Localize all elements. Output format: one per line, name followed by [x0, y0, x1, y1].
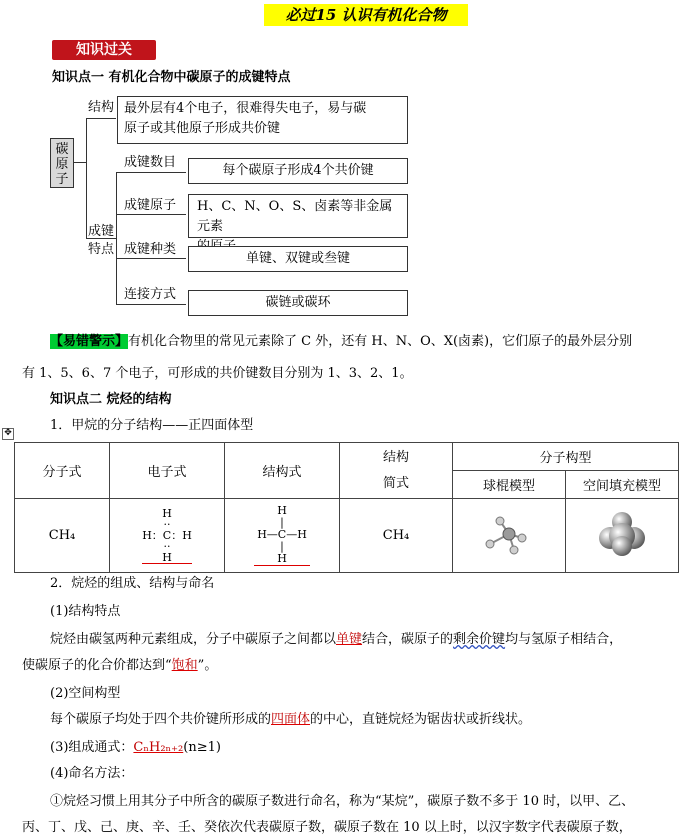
p3-line [50, 738, 221, 758]
structure-label: 结构 [88, 100, 115, 115]
struct-top: H [277, 504, 287, 517]
p2-tetrahedron: 四面体 [271, 712, 311, 727]
p1-line2-c: ”。 [197, 658, 218, 673]
th-electron: 电子式 [110, 443, 225, 499]
methane-table [14, 442, 679, 573]
structure-text-1: 最外层有4个电子，很难得失电子，易与碳 [124, 101, 367, 116]
p1-single-bond: 单键 [336, 632, 363, 647]
warning-line-1 [50, 332, 632, 352]
bond-atoms-label: 成键原子 [124, 198, 177, 213]
p2-a: 每个碳原子均处于四个共价键所形成的 [50, 712, 272, 727]
th-simple [340, 443, 453, 499]
p2-title: (2)空间构型 [50, 686, 121, 701]
electron-bottom: H [142, 552, 192, 564]
connection-label: 连接方式 [124, 287, 177, 302]
bond-type-box: 单键、双键或叁键 [188, 246, 408, 272]
p1-line2-a: 使碳原子的化合价都达到“ [22, 658, 172, 673]
p5-line1: ①烷烃习惯上用其分子中所含的碳原子数进行命名，称为“某烷”，碳原子数不多于 10 时，以甲、乙、 [50, 794, 635, 809]
table-move-handle-icon[interactable]: ✥ [2, 428, 14, 440]
ball-stick-model-image [484, 512, 534, 556]
carbon-atom-label: 碳原子 [50, 138, 74, 188]
warning-line-2: 有 1、5、6、7 个电子，可形成的共价键数目分别为 1、3、2、1。 [22, 366, 413, 381]
bond-count-label: 成键数目 [124, 155, 177, 170]
feature-label-2: 特点 [88, 242, 115, 257]
structure-text-2: 原子或其他原子形成共价键 [124, 121, 281, 136]
cell-formula: CH₄ [15, 499, 110, 573]
page-title: 必过15 认识有机化合物 [264, 4, 468, 26]
electron-dots-1: ·· [163, 517, 171, 531]
bond-count-box: 每个碳原子形成4个共价键 [188, 158, 408, 184]
struct-bond-up: | [280, 516, 284, 529]
struct-mid: H—C—H [257, 528, 307, 541]
p1-remaining-valence: 剩余价键 [453, 632, 506, 647]
bond-type-label: 成键种类 [124, 242, 177, 257]
warning-tag: 【易错警示】 [50, 334, 129, 349]
cell-electron [110, 499, 225, 573]
cell-simple: CH₄ [340, 499, 453, 573]
electron-dots-2: ·· [163, 539, 171, 553]
struct-bond-down: | [280, 540, 284, 553]
bond-atoms-text-1: H、C、N、O、S、卤素等非金属元素 [197, 199, 393, 234]
th-simple-1: 结构 [382, 449, 409, 465]
cell-structural [225, 499, 340, 573]
space-filling-model-image [596, 510, 648, 558]
p1-line2 [22, 656, 217, 676]
struct-bottom: H [254, 553, 310, 566]
p3-a: (3)组成通式： [50, 740, 134, 755]
th-ball: 球棍模型 [453, 471, 566, 499]
p1-e: 均与氢原子相结合， [505, 632, 623, 647]
p5-line2: 丙、丁、戊、己、庚、辛、壬、癸依次代表碳原子数，碳原子数在 10 以上时，以汉字数字代表碳原子数， [22, 820, 632, 835]
electron-mid: H：C：H [142, 528, 192, 542]
structure-box [117, 96, 408, 144]
section-tag: 知识过关 [52, 40, 156, 60]
th-simple-2: 简式 [382, 475, 409, 491]
p1-a: 烷烃由碳氢两种元素组成，分子中碳原子之间都以 [50, 632, 337, 647]
th-formula: 分子式 [15, 443, 110, 499]
th-model: 分子构型 [453, 443, 679, 471]
p2-c: 的中心，直链烷烃为锯齿状或折线状。 [310, 712, 532, 727]
p2-line [50, 710, 531, 730]
cell-ball-model [453, 499, 566, 573]
th-structural: 结构式 [225, 443, 340, 499]
p1-saturated: 饱和 [171, 658, 198, 673]
cell-space-model [566, 499, 679, 573]
p1-title: (1)结构特点 [50, 604, 121, 619]
p1-c: 结合，碳原子的 [362, 632, 454, 647]
p3-c: (n≥1) [183, 740, 221, 755]
p4-title: (4)命名方法： [50, 766, 134, 781]
kp2-sub1: 1．甲烷的分子结构——正四面体型 [50, 418, 254, 433]
kp1-heading: 知识点一 有机化合物中碳原子的成键特点 [52, 70, 291, 85]
feature-label-1: 成键 [88, 224, 115, 239]
p3-general-formula: CₙH₂ₙ₊₂ [133, 740, 184, 755]
electron-top: H [162, 506, 172, 520]
th-space: 空间填充模型 [566, 471, 679, 499]
warning-text-1: 有机化合物里的常见元素除了 C 外，还有 H、N、O、X(卤素)，它们原子的最外层分别 [128, 334, 633, 349]
kp2-sub2: 2．烷烃的组成、结构与命名 [50, 576, 215, 591]
bond-atoms-box [188, 194, 408, 238]
kp2-heading: 知识点二 烷烃的结构 [50, 392, 172, 407]
connection-box: 碳链或碳环 [188, 290, 408, 316]
p1-line1 [50, 630, 622, 650]
